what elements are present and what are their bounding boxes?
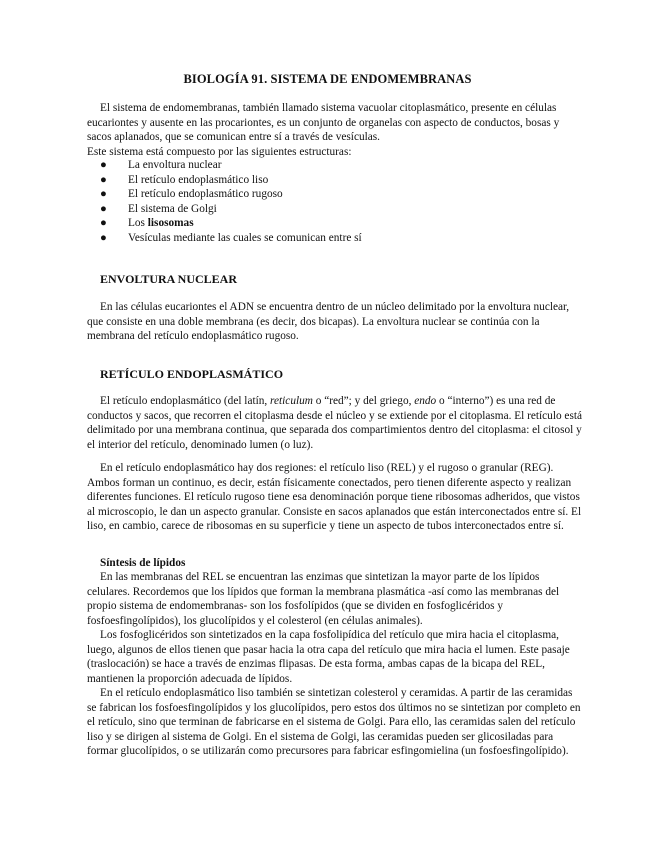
intro-section xyxy=(87,101,582,159)
list-item-text: El retículo endoplasmático rugoso xyxy=(128,188,283,200)
bullet-icon: ● xyxy=(100,188,107,200)
list-item xyxy=(100,158,362,173)
list-item-text: Vesículas mediante las cuales se comunican entre sí xyxy=(128,231,362,244)
intro-paragraph: El sistema de endomembranas, también llamado sistema vacuolar citoplasmático, presente en células eucariontes y ausente en las procariontes, es un conjunto de organelas con aspecto de conductos, bosas y sacos aplanados, que se comunican entre sí a través de vesículas. xyxy=(87,102,560,143)
reticulo-paragraph-1 xyxy=(87,394,582,452)
italic-term: endo xyxy=(414,395,437,407)
lipidos-paragraph-2: Los fosfoglicéridos son sintetizados en la capa fosfolipídica del retículo que mira hacia el citoplasma, luego, algunos de ellos tienen que pasar hacia la otra capa del retículo que mira hacia el lumen. Este pasaje (traslocación) se hace a través de enzimas flipasas. De esta forma, ambas capas de la bicapa del REL, mantienen la proporción adecuada de lípidos. xyxy=(87,629,570,685)
reticulo-section-2 xyxy=(87,461,582,534)
list-item xyxy=(100,187,362,202)
list-item xyxy=(100,173,362,188)
reticulo-section xyxy=(87,394,582,452)
text-run: o “interno”) es una red de conductos y sacos, que recorren el citoplasma desde el núcleo y se extiende por el citoplasma. El retículo está delimitado por una membrana continua, que separada dos compartimientos dentro del citoplasma: el citosol y el interior del retículo, denominado lumen (o luz). xyxy=(87,395,582,451)
list-item-text: La envoltura nuclear xyxy=(128,159,222,171)
list-item xyxy=(100,202,362,217)
text-run: o “red”; y del griego, xyxy=(312,395,415,407)
envoltura-section xyxy=(87,300,582,344)
list-item-text: El sistema de Golgi xyxy=(128,202,217,215)
text-run: El retículo endoplasmático (del latín, xyxy=(100,395,271,407)
bullet-icon: ● xyxy=(100,159,107,171)
italic-term: reticulum xyxy=(270,395,313,407)
structures-list xyxy=(100,158,362,245)
list-item xyxy=(100,231,362,246)
section-heading-envoltura: ENVOLTURA NUCLEAR xyxy=(100,272,238,286)
bullet-icon: ● xyxy=(100,231,107,244)
lipidos-section xyxy=(87,570,582,759)
list-item-bold-text: lisosomas xyxy=(147,217,194,229)
intro-lead-in: Este sistema está compuesto por las siguientes estructuras: xyxy=(87,145,352,158)
list-item-text: Los xyxy=(128,217,148,229)
envoltura-paragraph: En las células eucariontes el ADN se encuentra dentro de un núcleo delimitado por la envoltura nuclear, que consiste en una doble membrana (es decir, dos bicapas). La envoltura nuclear se continúa con la membrana del retículo endoplasmático rugoso. xyxy=(87,301,570,342)
list-item xyxy=(100,216,362,231)
lipidos-paragraph-1: En las membranas del REL se encuentran las enzimas que sintetizan la mayor parte de los lípidos celulares. Recordemos que los lípidos que forman la membrana plasmática -así como las membranas del propio sistema de endomembranas- son los fosfolípidos (que se dividen en fosfoglicéridos y fosfoesfingolípidos), los glucolípidos y el colesterol (en células animales). xyxy=(87,571,560,627)
reticulo-paragraph-2: En el retículo endoplasmático hay dos regiones: el retículo liso (REL) y el rugoso o granular (REG). Ambos forman un continuo, es decir, están físicamente conectados, pero tienen diferente aspecto y realizan diferentes funciones. El retículo rugoso tiene esa denominación porque tiene ribosomas adheridos, que vistos al microscopio, le dan un aspecto granular. Consiste en sacos aplanados que están interconectados entre sí. El liso, en cambio, carece de ribosomas en su superficie y tiene un aspecto de tubos interconectados entre sí. xyxy=(87,462,582,532)
list-item-text: El retículo endoplasmático liso xyxy=(128,173,269,186)
lipidos-paragraph-3: En el retículo endoplasmático liso también se sintetizan colesterol y ceramidas. A partir de las ceramidas se fabrican los fosfoesfingolípidos y los glucolípidos, pero estos dos últimos no se sintetizan por completo en el retículo, sino que terminan de fabricarse en el sistema de Golgi. Para ello, las ceramidas salen del retículo liso y se dirigen al sistema de Golgi. En el sistema de Golgi, las ceramidas pueden ser glicosiladas para formar glucolípidos, o se utilizarán como precursores para fabricar esfingomielina (un fosfoesfingolípido). xyxy=(87,687,581,757)
subsection-heading-lipidos: Síntesis de lípidos xyxy=(100,557,186,569)
page-title: BIOLOGÍA 91. SISTEMA DE ENDOMEMBRANAS xyxy=(183,72,472,86)
section-heading-reticulo: RETÍCULO ENDOPLASMÁTICO xyxy=(100,367,284,381)
bullet-icon: ● xyxy=(100,202,107,215)
bullet-icon: ● xyxy=(100,217,107,229)
bullet-icon: ● xyxy=(100,173,107,186)
